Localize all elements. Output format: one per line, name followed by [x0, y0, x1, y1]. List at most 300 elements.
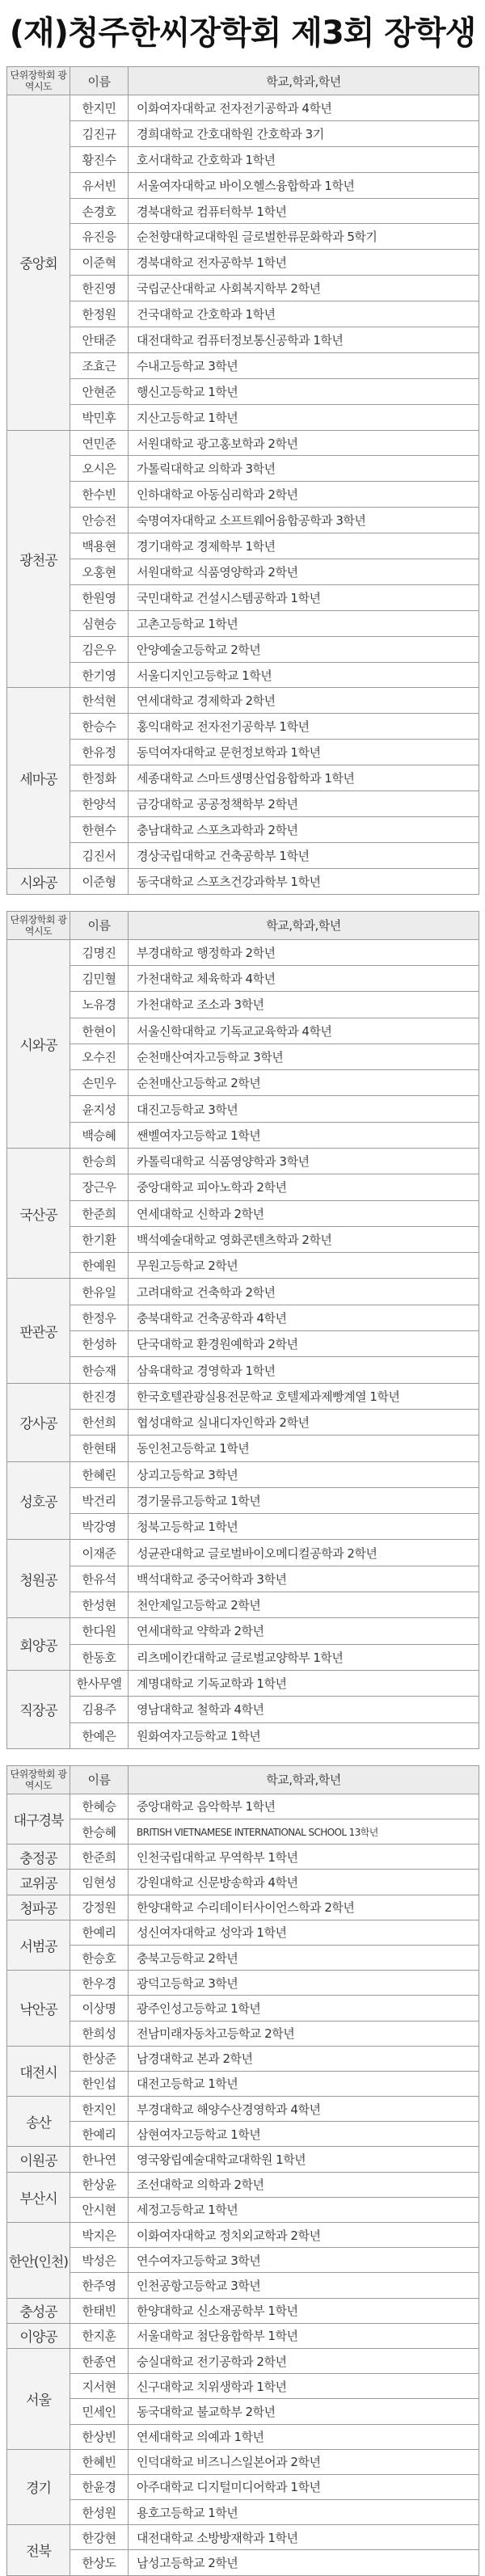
school-cell: 대진고등학교 3학년: [129, 1096, 479, 1122]
name-cell: 한유석: [70, 1566, 129, 1592]
name-cell: 한정우: [70, 1305, 129, 1330]
name-cell: 한종연: [70, 2348, 129, 2373]
school-cell: 남성고등학교 2학년: [129, 2550, 479, 2575]
table-row: [7, 1174, 479, 1200]
region-cell: 이원공: [7, 2147, 70, 2172]
region-cell: 이양공: [7, 2323, 70, 2348]
region-cell: 경기: [7, 2449, 70, 2525]
table-header-row: [7, 67, 479, 95]
table-row: [7, 1644, 479, 1670]
school-cell: 광주인성고등학교 1학년: [129, 1996, 479, 2021]
name-cell: 한원영: [70, 584, 129, 610]
school-cell: 상괴고등학교 3학년: [129, 1461, 479, 1487]
name-cell: 한정화: [70, 765, 129, 791]
name-cell: 박강영: [70, 1514, 129, 1540]
table-row: [7, 1945, 479, 1970]
school-cell: 가천대학교 조소과 3학년: [129, 992, 479, 1018]
table-row: [7, 378, 479, 404]
name-cell: 한승호: [70, 1945, 129, 1970]
table-row: [7, 2223, 479, 2248]
school-cell: 충북고등학교 2학년: [129, 1945, 479, 1970]
table-row: [7, 1895, 479, 1920]
school-cell: 행신고등학교 1학년: [129, 378, 479, 404]
table-row: [7, 2550, 479, 2575]
name-cell: 이준혁: [70, 250, 129, 276]
region-cell: 회양공: [7, 1618, 70, 1671]
table-row: [7, 1436, 479, 1461]
name-cell: 한유정: [70, 740, 129, 765]
school-cell: 협성대학교 실내디자인학과 2학년: [129, 1409, 479, 1435]
scholarship-table: [6, 66, 479, 895]
scholarship-table: [6, 911, 479, 1749]
name-cell: 한인섭: [70, 2071, 129, 2096]
table-row: [7, 95, 479, 121]
name-cell: 손경호: [70, 198, 129, 224]
table-row: [7, 610, 479, 636]
table-row: [7, 1845, 479, 1870]
school-cell: 아주대학교 디지털미디어학과 1학년: [129, 2474, 479, 2499]
school-cell: 순천매산여자고등학교 3학년: [129, 1043, 479, 1069]
table-row: [7, 250, 479, 276]
name-cell: 한유일: [70, 1279, 129, 1305]
region-cell: 서범공: [7, 1920, 70, 1970]
table-row: [7, 1971, 479, 1996]
school-cell: 금강대학교 공공정책학부 2학년: [129, 791, 479, 817]
table-row: [7, 1305, 479, 1330]
region-cell: 청원공: [7, 1540, 70, 1618]
table-row: [7, 791, 479, 817]
table-row: [7, 816, 479, 842]
school-cell: 경기물류고등학교 1학년: [129, 1487, 479, 1513]
name-cell: 한혜린: [70, 1461, 129, 1487]
region-cell: 교위공: [7, 1870, 70, 1895]
region-cell: 부산시: [7, 2172, 70, 2222]
region-cell: 시와공: [7, 868, 70, 894]
table-row: [7, 992, 479, 1018]
school-cell: 카톨릭대학교 식품영양학과 3학년: [129, 1148, 479, 1174]
school-cell: 호서대학교 간호학과 1학년: [129, 146, 479, 172]
school-cell: 안양예술고등학교 2학년: [129, 636, 479, 662]
name-cell: 한승수: [70, 714, 129, 740]
header-school: 학교,학과,학년: [129, 67, 479, 95]
table-row: [7, 2273, 479, 2298]
table-row: [7, 2197, 479, 2222]
table-row: [7, 714, 479, 740]
school-cell: 서울대학교 첨단융합학부 1학년: [129, 2323, 479, 2348]
school-cell: 지산고등학교 1학년: [129, 404, 479, 430]
school-cell: 대전대학교 컴퓨터정보통신공학과 1학년: [129, 327, 479, 353]
school-cell: 쌘벨여자고등학교 1학년: [129, 1122, 479, 1148]
name-cell: 박건리: [70, 1487, 129, 1513]
table-row: [7, 1383, 479, 1409]
school-cell: 경북대학교 컴퓨터학부 1학년: [129, 198, 479, 224]
name-cell: 한예원: [70, 1253, 129, 1279]
name-cell: 한진경: [70, 1383, 129, 1409]
school-cell: 세종대학교 스마트생명산업융합학과 1학년: [129, 765, 479, 791]
school-cell: 서울디지인고등학교 1학년: [129, 662, 479, 688]
table-row: [7, 2248, 479, 2273]
header-region: 단위장학회 광역시도: [7, 67, 70, 95]
table-gap: [0, 895, 485, 911]
name-cell: 한상준: [70, 2046, 129, 2071]
name-cell: 한예은: [70, 1722, 129, 1748]
header-name: 이름: [70, 1765, 129, 1794]
school-cell: 숭실대학교 전기공학과 2학년: [129, 2348, 479, 2373]
name-cell: 한우경: [70, 1971, 129, 1996]
table-row: [7, 1461, 479, 1487]
region-cell: 세마공: [7, 688, 70, 868]
name-cell: 한상도: [70, 2550, 129, 2575]
table-row: [7, 404, 479, 430]
table-row: [7, 842, 479, 868]
school-cell: 경상국립대학교 건축공학부 1학년: [129, 842, 479, 868]
school-cell: 단국대학교 환경원예학과 2학년: [129, 1331, 479, 1357]
school-cell: 삼육대학교 경영학과 1학년: [129, 1357, 479, 1383]
school-cell: BRITISH VIETNAMESE INTERNATIONAL SCHOOL 13학년: [129, 1819, 479, 1845]
region-cell: 강사공: [7, 1383, 70, 1461]
school-cell: 백석예술대학교 영화콘텐츠학과 2학년: [129, 1226, 479, 1252]
table-row: [7, 2525, 479, 2550]
table-row: [7, 2500, 479, 2525]
table-row: [7, 1794, 479, 1819]
school-cell: 대전고등학교 1학년: [129, 2071, 479, 2096]
name-cell: 한다원: [70, 1618, 129, 1644]
region-cell: 시와공: [7, 939, 70, 1148]
school-cell: 계명대학교 기독교학과 1학년: [129, 1670, 479, 1696]
school-cell: 동덕여자대학교 문헌정보학과 1학년: [129, 740, 479, 765]
name-cell: 한희성: [70, 2021, 129, 2046]
table-row: [7, 1096, 479, 1122]
region-cell: 성호공: [7, 1461, 70, 1540]
school-cell: 서울신학대학교 기독교교육학과 4학년: [129, 1018, 479, 1043]
table-row: [7, 868, 479, 894]
name-cell: 한상윤: [70, 2172, 129, 2197]
name-cell: 한석현: [70, 688, 129, 714]
name-cell: 강정원: [70, 1895, 129, 1920]
name-cell: 한준희: [70, 1845, 129, 1870]
name-cell: 조효근: [70, 352, 129, 378]
table-row: [7, 276, 479, 301]
table-row: [7, 482, 479, 508]
name-cell: 한성현: [70, 1592, 129, 1618]
table-row: [7, 1043, 479, 1069]
table-row: [7, 456, 479, 482]
name-cell: 한나연: [70, 2147, 129, 2172]
table-row: [7, 965, 479, 991]
table-row: [7, 301, 479, 327]
school-cell: 용호고등학교 1학년: [129, 2500, 479, 2525]
school-cell: 순천매산고등학교 2학년: [129, 1070, 479, 1096]
name-cell: 한승재: [70, 1357, 129, 1383]
table-row: [7, 146, 479, 172]
header-name: 이름: [70, 67, 129, 95]
school-cell: 강원대학교 신문방송학과 4학년: [129, 1870, 479, 1895]
school-cell: 고촌고등학교 1학년: [129, 610, 479, 636]
name-cell: 한지민: [70, 95, 129, 121]
name-cell: 한혜승: [70, 1794, 129, 1819]
region-cell: 청파공: [7, 1895, 70, 1920]
table-row: [7, 2474, 479, 2499]
school-cell: 부경대학교 해양수산경영학과 4학년: [129, 2097, 479, 2122]
table-row: [7, 1253, 479, 1279]
school-cell: 동국대학교 불교학부 2학년: [129, 2399, 479, 2424]
name-cell: 한예리: [70, 1920, 129, 1945]
table-row: [7, 2374, 479, 2399]
table-row: [7, 120, 479, 146]
header-name: 이름: [70, 911, 129, 939]
school-cell: 원화여자고등학교 1학년: [129, 1722, 479, 1748]
region-cell: 광천공: [7, 430, 70, 688]
table-row: [7, 584, 479, 610]
table-gap: [0, 1749, 485, 1765]
school-cell: 성신여자대학교 성악과 1학년: [129, 1920, 479, 1945]
school-cell: 동인천고등학교 1학년: [129, 1436, 479, 1461]
name-cell: 한윤경: [70, 2474, 129, 2499]
name-cell: 한기환: [70, 1226, 129, 1252]
region-cell: 충정공: [7, 1845, 70, 1870]
name-cell: 오수진: [70, 1043, 129, 1069]
name-cell: 오홍현: [70, 559, 129, 585]
name-cell: 한상빈: [70, 2424, 129, 2449]
school-cell: 영국왕립예술대학교대학원 1학년: [129, 2147, 479, 2172]
school-cell: 청북고등학교 1학년: [129, 1514, 479, 1540]
school-cell: 리츠메이칸대학교 글로벌교양학부 1학년: [129, 1644, 479, 1670]
school-cell: 홍익대학교 전자전기공학부 1학년: [129, 714, 479, 740]
school-cell: 인천국립대학교 무역학부 1학년: [129, 1845, 479, 1870]
name-cell: 한동호: [70, 1644, 129, 1670]
table-row: [7, 172, 479, 198]
school-cell: 서원대학교 식품영양학과 2학년: [129, 559, 479, 585]
school-cell: 삼현여자고등학교 1학년: [129, 2122, 479, 2147]
name-cell: 박지은: [70, 2223, 129, 2248]
name-cell: 한준희: [70, 1200, 129, 1226]
school-cell: 서울여자대학교 바이오헬스융합학과 1학년: [129, 172, 479, 198]
table-row: [7, 740, 479, 765]
school-cell: 이화여자대학교 정치외교학과 2학년: [129, 2223, 479, 2248]
name-cell: 한수빈: [70, 482, 129, 508]
name-cell: 한사무엘: [70, 1670, 129, 1696]
school-cell: 인하대학교 아동심리학과 2학년: [129, 482, 479, 508]
name-cell: 유서빈: [70, 172, 129, 198]
school-cell: 한국호텔관광실용전문학교 호텔제과제빵계열 1학년: [129, 1383, 479, 1409]
school-cell: 고려대학교 건축학과 2학년: [129, 1279, 479, 1305]
table-row: [7, 2147, 479, 2172]
table-row: [7, 352, 479, 378]
region-cell: 송산: [7, 2097, 70, 2147]
table-row: [7, 1279, 479, 1305]
region-cell: 한안(인천): [7, 2223, 70, 2299]
table-row: [7, 508, 479, 533]
region-cell: 직장공: [7, 1670, 70, 1748]
table-header-row: [7, 1765, 479, 1794]
school-cell: 가천대학교 체육학과 4학년: [129, 965, 479, 991]
name-cell: 심현승: [70, 610, 129, 636]
school-cell: 경북대학교 전자공학부 1학년: [129, 250, 479, 276]
name-cell: 한선희: [70, 1409, 129, 1435]
school-cell: 경기대학교 경제학부 1학년: [129, 533, 479, 559]
name-cell: 민세인: [70, 2399, 129, 2424]
school-cell: 한양대학교 신소재공학부 1학년: [129, 2298, 479, 2323]
table-row: [7, 1331, 479, 1357]
name-cell: 백용현: [70, 533, 129, 559]
table-row: [7, 662, 479, 688]
name-cell: 한정원: [70, 301, 129, 327]
school-cell: 무원고등학교 2학년: [129, 1253, 479, 1279]
name-cell: 한현이: [70, 1018, 129, 1043]
name-cell: 한주영: [70, 2273, 129, 2298]
school-cell: 순천향대학교대학원 글로벌한류문화학과 5학기: [129, 224, 479, 250]
school-cell: 중앙대학교 피아노학과 2학년: [129, 1174, 479, 1200]
name-cell: 한양석: [70, 791, 129, 817]
school-cell: 숙명여자대학교 소프트웨어융합공학과 3학년: [129, 508, 479, 533]
name-cell: 한기영: [70, 662, 129, 688]
name-cell: 박민후: [70, 404, 129, 430]
school-cell: 가톨릭대학교 의학과 3학년: [129, 456, 479, 482]
name-cell: 유진응: [70, 224, 129, 250]
name-cell: 지서현: [70, 2374, 129, 2399]
name-cell: 한성원: [70, 2500, 129, 2525]
region-cell: 판관공: [7, 1279, 70, 1383]
table-row: [7, 765, 479, 791]
table-row: [7, 1592, 479, 1618]
school-cell: 한양대학교 수리데이터사이언스학과 2학년: [129, 1895, 479, 1920]
region-cell: 대전시: [7, 2046, 70, 2096]
table-row: [7, 636, 479, 662]
region-cell: 국산공: [7, 1148, 70, 1278]
school-cell: 건국대학교 간호학과 1학년: [129, 301, 479, 327]
name-cell: 한지훈: [70, 2323, 129, 2348]
name-cell: 김진규: [70, 120, 129, 146]
table-row: [7, 1540, 479, 1566]
school-cell: 백석대학교 중국어학과 3학년: [129, 1566, 479, 1592]
school-cell: 세정고등학교 1학년: [129, 2197, 479, 2222]
table-row: [7, 1148, 479, 1174]
name-cell: 노유경: [70, 992, 129, 1018]
school-cell: 전남미래자동차고등학교 2학년: [129, 2021, 479, 2046]
table-row: [7, 2323, 479, 2348]
name-cell: 한진영: [70, 276, 129, 301]
table-row: [7, 1357, 479, 1383]
table-row: [7, 1070, 479, 1096]
scholarship-table: [6, 1765, 479, 2576]
table-row: [7, 1487, 479, 1513]
school-cell: 인덕대학교 비즈니스일본어과 2학년: [129, 2449, 479, 2474]
school-cell: 천안제일고등학교 2학년: [129, 1592, 479, 1618]
table-row: [7, 533, 479, 559]
table-row: [7, 1697, 479, 1722]
name-cell: 한혜빈: [70, 2449, 129, 2474]
school-cell: 충북대학교 건축공학과 4학년: [129, 1305, 479, 1330]
header-school: 학교,학과,학년: [129, 1765, 479, 1794]
name-cell: 연민준: [70, 430, 129, 456]
region-cell: 낙안공: [7, 1971, 70, 2047]
name-cell: 한승희: [70, 1148, 129, 1174]
school-cell: 서원대학교 광고홍보학과 2학년: [129, 430, 479, 456]
table-row: [7, 430, 479, 456]
school-cell: 인천공항고등학교 3학년: [129, 2273, 479, 2298]
name-cell: 장근우: [70, 1174, 129, 1200]
table-row: [7, 1996, 479, 2021]
school-cell: 성균관대학교 글로벌바이오메디컬공학과 2학년: [129, 1540, 479, 1566]
name-cell: 한강현: [70, 2525, 129, 2550]
table-row: [7, 1226, 479, 1252]
name-cell: 한예리: [70, 2122, 129, 2147]
table-row: [7, 198, 479, 224]
school-cell: 부경대학교 행정학과 2학년: [129, 939, 479, 965]
name-cell: 임현성: [70, 1870, 129, 1895]
header-region: 단위장학회 광역시도: [7, 1765, 70, 1794]
table-row: [7, 1200, 479, 1226]
school-cell: 연수여자고등학교 3학년: [129, 2248, 479, 2273]
page-title: (재)청주한씨장학회 제3회 장학생: [9, 15, 476, 52]
name-cell: 한현수: [70, 816, 129, 842]
table-row: [7, 2399, 479, 2424]
school-cell: 중앙대학교 음악학부 1학년: [129, 1794, 479, 1819]
school-cell: 이화여자대학교 전자전기공학과 4학년: [129, 95, 479, 121]
school-cell: 신구대학교 치위생학과 1학년: [129, 2374, 479, 2399]
name-cell: 이준형: [70, 868, 129, 894]
name-cell: 이재준: [70, 1540, 129, 1566]
table-row: [7, 224, 479, 250]
name-cell: 김명진: [70, 939, 129, 965]
school-cell: 조선대학교 의학과 2학년: [129, 2172, 479, 2197]
name-cell: 김진서: [70, 842, 129, 868]
name-cell: 황진수: [70, 146, 129, 172]
name-cell: 이상명: [70, 1996, 129, 2021]
table-row: [7, 1566, 479, 1592]
table-row: [7, 2046, 479, 2071]
name-cell: 한태빈: [70, 2298, 129, 2323]
table-row: [7, 1018, 479, 1043]
table-row: [7, 2424, 479, 2449]
table-row: [7, 1819, 479, 1845]
school-cell: 연세대학교 신학과 2학년: [129, 1200, 479, 1226]
school-cell: 국민대학교 건설시스템공학과 1학년: [129, 584, 479, 610]
table-row: [7, 939, 479, 965]
name-cell: 윤지성: [70, 1096, 129, 1122]
table-row: [7, 2449, 479, 2474]
table-row: [7, 2172, 479, 2197]
name-cell: 안시현: [70, 2197, 129, 2222]
header-region: 단위장학회 광역시도: [7, 911, 70, 939]
name-cell: 한지인: [70, 2097, 129, 2122]
school-cell: 영남대학교 철학과 4학년: [129, 1697, 479, 1722]
table-row: [7, 1618, 479, 1644]
school-cell: 충남대학교 스포츠과학과 2학년: [129, 816, 479, 842]
table-row: [7, 559, 479, 585]
table-row: [7, 1920, 479, 1945]
table-row: [7, 2348, 479, 2373]
name-cell: 김은우: [70, 636, 129, 662]
table-row: [7, 1722, 479, 1748]
table-row: [7, 1122, 479, 1148]
table-row: [7, 688, 479, 714]
table-row: [7, 2071, 479, 2096]
school-cell: 연세대학교 의예과 1학년: [129, 2424, 479, 2449]
name-cell: 한승혜: [70, 1819, 129, 1845]
name-cell: 김민혈: [70, 965, 129, 991]
name-cell: 김용주: [70, 1697, 129, 1722]
name-cell: 안태준: [70, 327, 129, 353]
region-cell: 대구경북: [7, 1794, 70, 1844]
table-row: [7, 2122, 479, 2147]
school-cell: 수내고등학교 3학년: [129, 352, 479, 378]
table-row: [7, 1514, 479, 1540]
name-cell: 손민우: [70, 1070, 129, 1096]
school-cell: 국립군산대학교 사회복지학부 2학년: [129, 276, 479, 301]
school-cell: 연세대학교 경제학과 2학년: [129, 688, 479, 714]
scholarship-tables: [0, 66, 485, 2576]
